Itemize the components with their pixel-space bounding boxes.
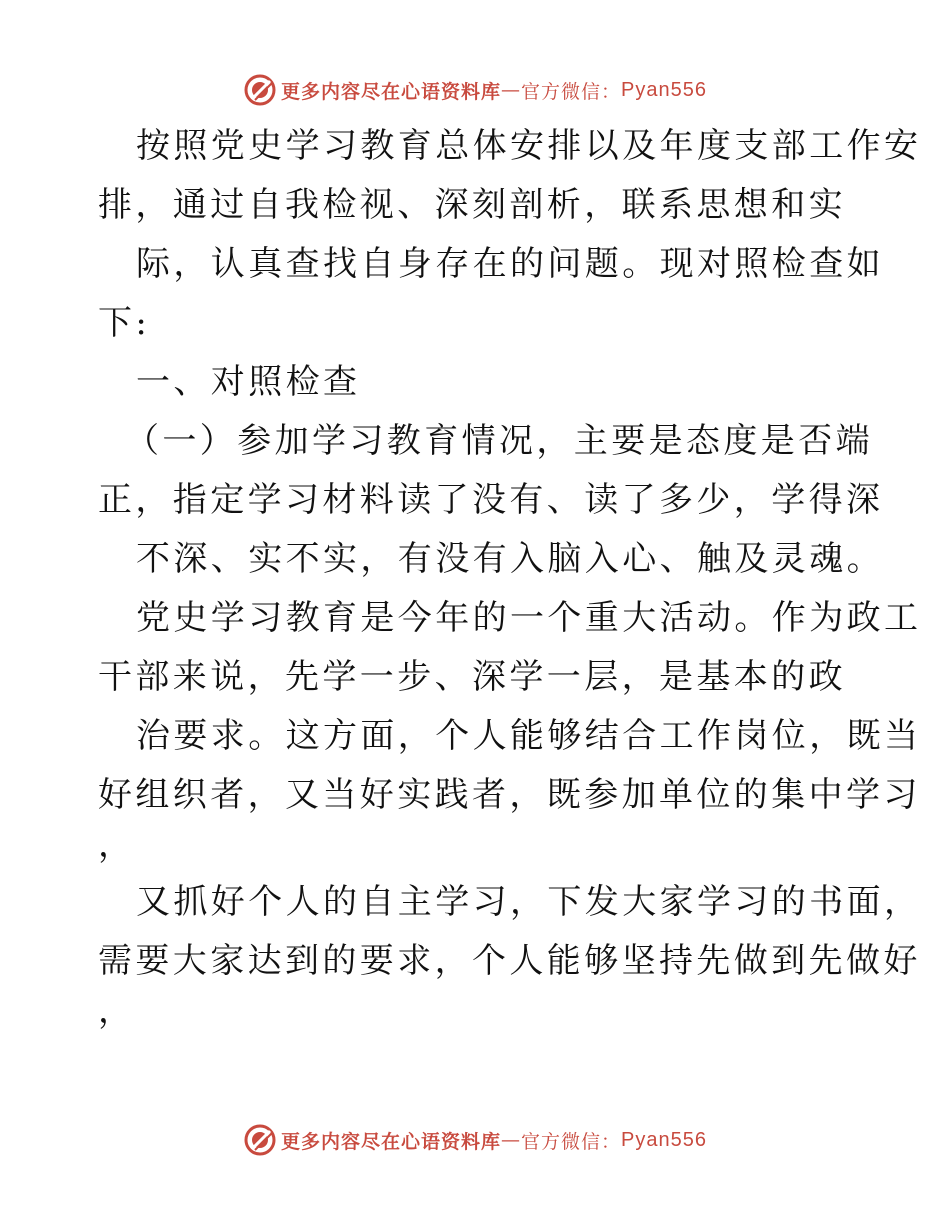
banner-sub-text: 官方微信：	[521, 80, 622, 103]
text-line: ，	[98, 825, 136, 865]
footer-watermark	[0, 1120, 950, 1160]
text-line: 下:	[98, 303, 151, 343]
text-line: 需要大家达到的要求，个人能够坚持先做到先做好	[98, 941, 921, 981]
text-line: 又抓好个人的自主学习，下发大家学习的书面，	[136, 882, 922, 922]
document-body	[0, 117, 950, 1039]
section-heading: 一、对照检查	[136, 362, 361, 402]
banner-wechat-id: Pyan556	[621, 1128, 707, 1151]
text-line: 正，指定学习材料读了没有、读了多少，学得深	[98, 480, 884, 520]
logo-icon	[243, 73, 277, 107]
banner-sub-text: 官方微信：	[521, 1130, 622, 1153]
banner-main-text: 更多内容尽在心语资料库	[281, 1130, 502, 1153]
text-line: 好组织者，又当好实践者，既参加单位的集中学习	[98, 775, 921, 815]
header-watermark	[0, 70, 950, 110]
text-line: 党史学习教育是今年的一个重大活动。作为政工	[136, 598, 922, 638]
text-line: 不深、实不实，有没有入脑入心、触及灵魂。	[136, 539, 884, 579]
logo-icon	[243, 1123, 277, 1157]
banner-main-text: 更多内容尽在心语资料库	[281, 80, 502, 103]
text-line: 治要求。这方面，个人能够结合工作岗位，既当	[136, 716, 922, 756]
banner-wechat-id: Pyan556	[621, 78, 707, 101]
text-line: 按照党史学习教育总体安排以及年度支部工作安	[136, 126, 922, 166]
text-line: ，	[98, 991, 136, 1031]
text-line: 排，通过自我检视、深刻剖析，联系思想和实	[98, 185, 846, 225]
text-line: 干部来说，先学一步、深学一层，是基本的政	[98, 657, 846, 697]
banner-dash: —	[501, 79, 522, 101]
banner-dash: —	[501, 1129, 522, 1151]
text-line: （一）参加学习教育情况，主要是态度是否端	[125, 421, 873, 461]
text-line: 际，认真查找自身存在的问题。现对照检查如	[136, 244, 884, 284]
